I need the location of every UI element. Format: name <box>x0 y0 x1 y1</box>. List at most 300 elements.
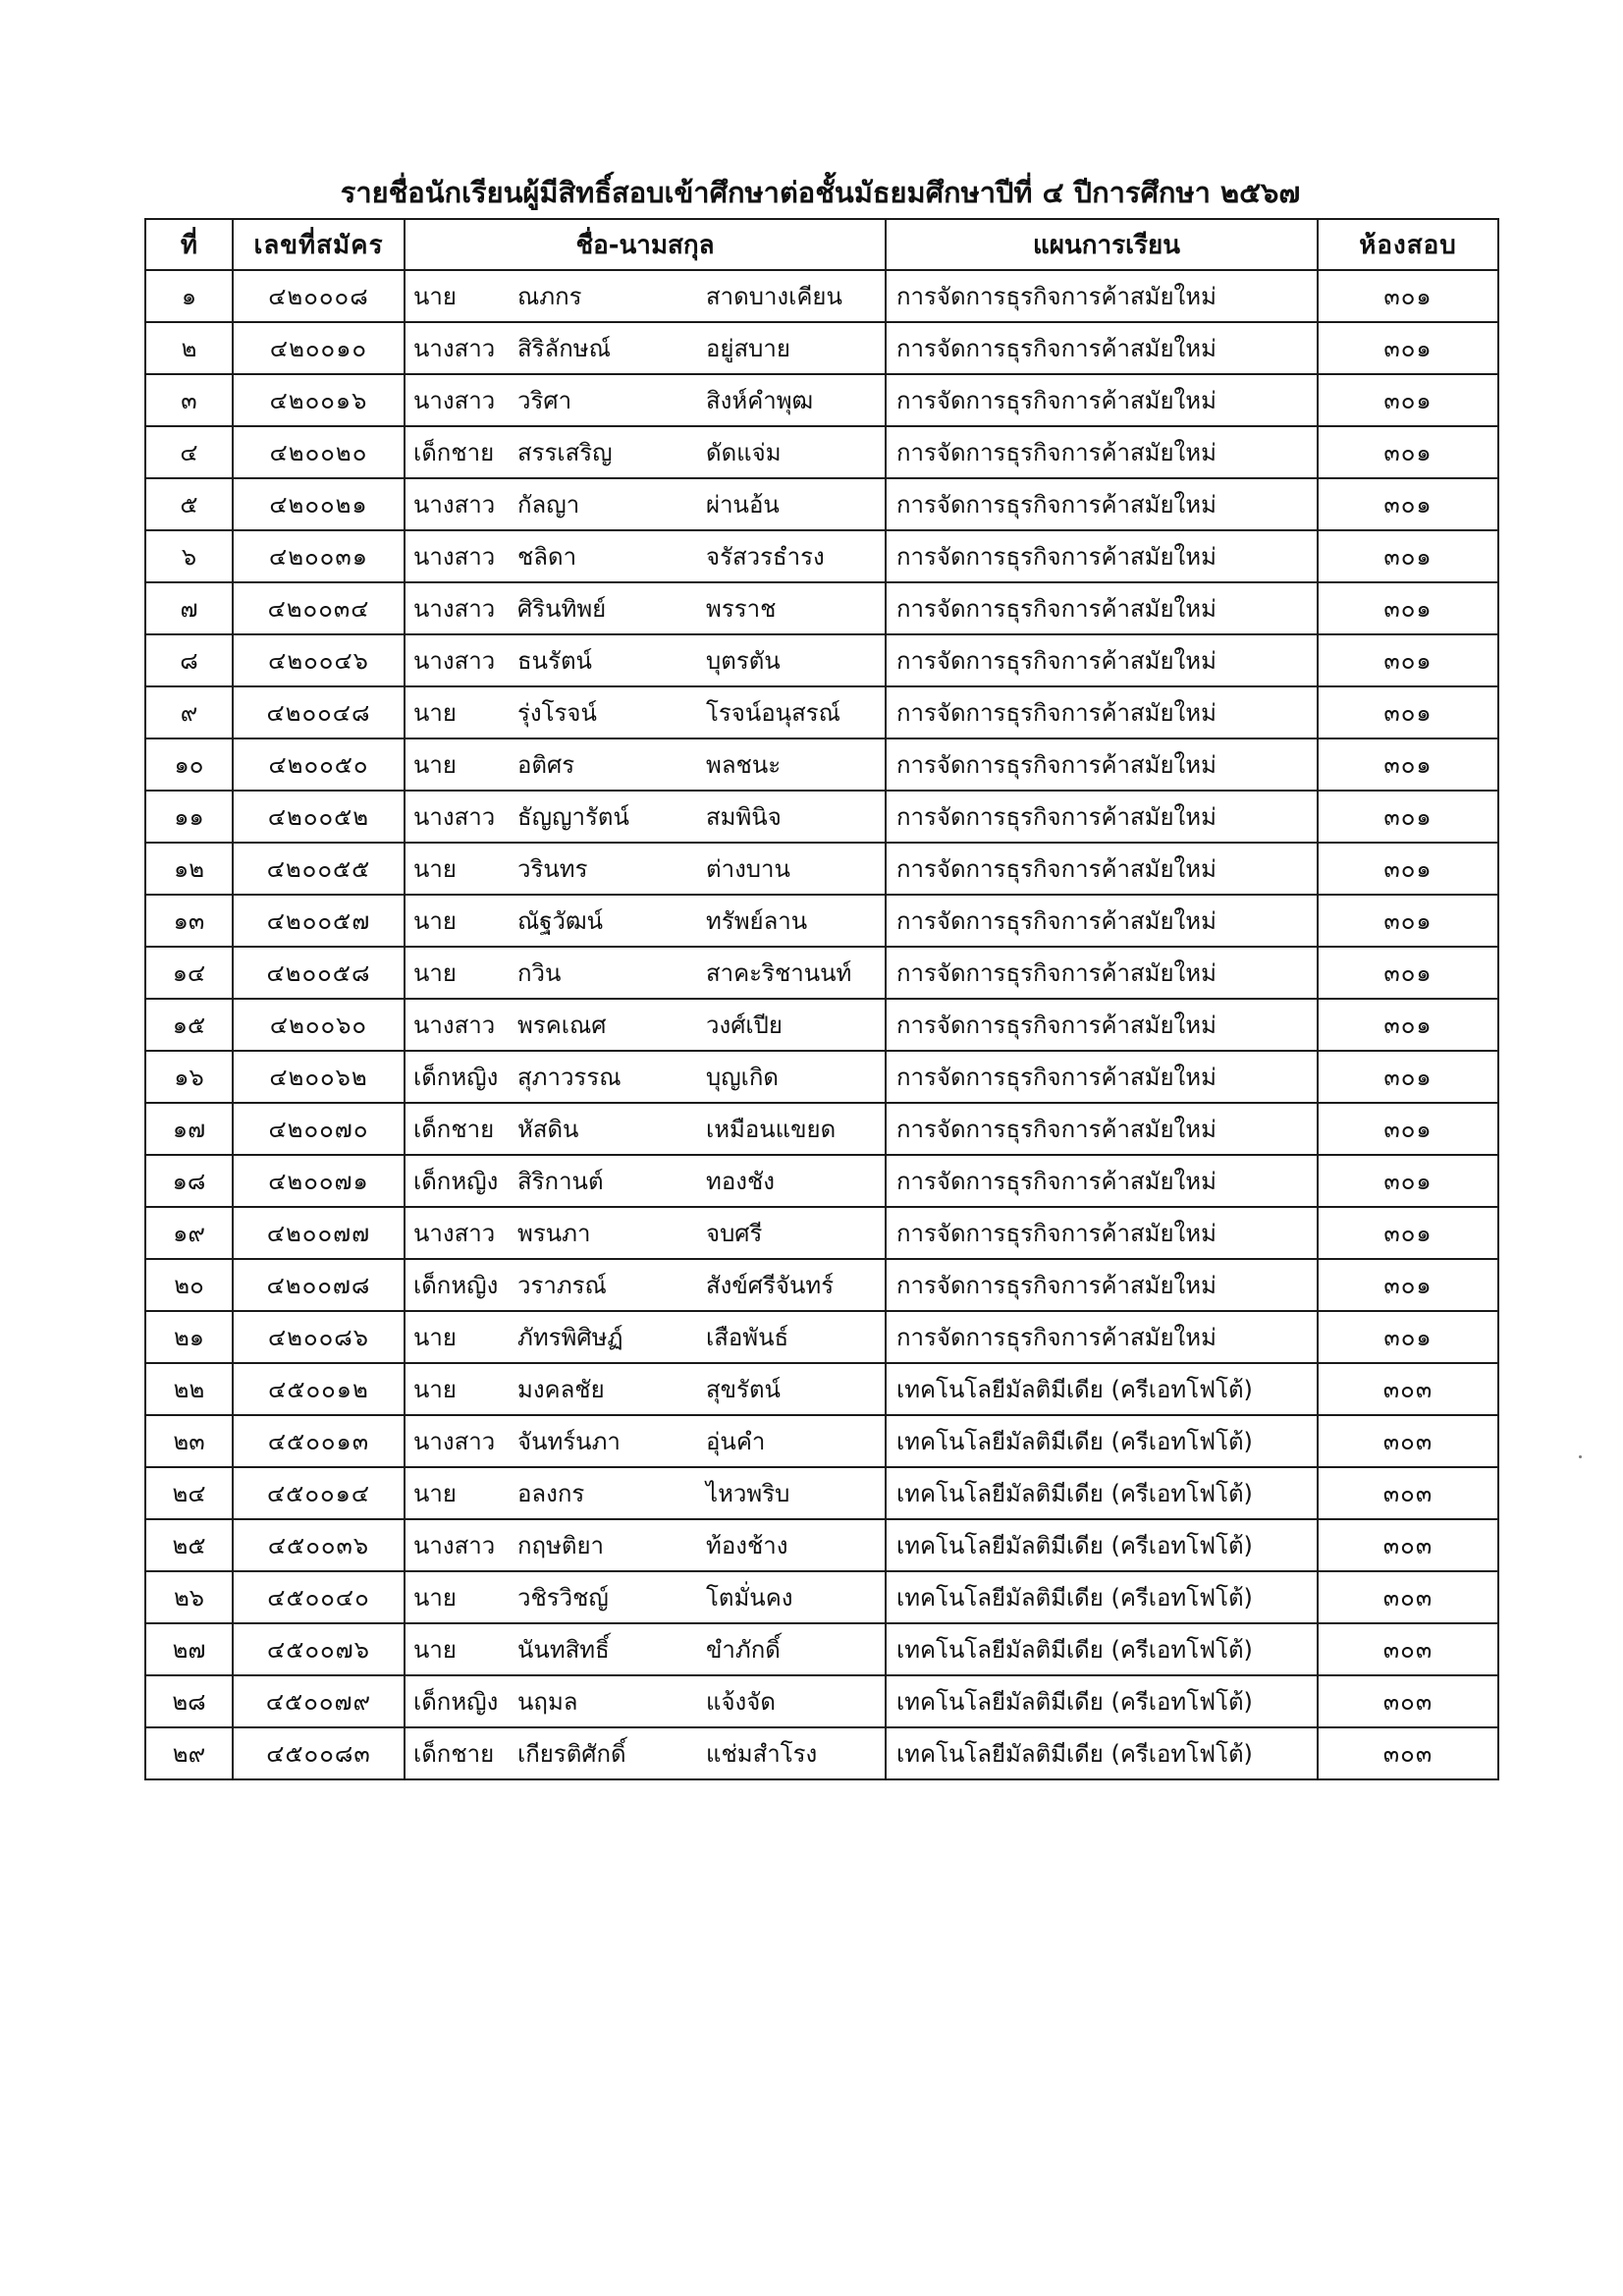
exam-room: ๓๐๑ <box>1318 1103 1498 1155</box>
header-application-no: เลขที่สมัคร <box>233 219 405 270</box>
name-prefix: นาย <box>413 959 457 987</box>
student-name-cell <box>405 270 886 322</box>
application-number: ๔๕๐๐๔๐ <box>233 1571 405 1623</box>
exam-room: ๓๐๓ <box>1318 1467 1498 1519</box>
application-number: ๔๒๐๐๗๐ <box>233 1103 405 1155</box>
student-name <box>406 1208 885 1258</box>
student-name-cell <box>405 1259 886 1311</box>
name-prefix: เด็กหญิง <box>413 1168 499 1195</box>
study-plan: เทคโนโลยีมัลติมีเดีย (ครีเอทโฟโต้) <box>886 1415 1318 1467</box>
exam-room: ๓๐๓ <box>1318 1415 1498 1467</box>
header-full-name: ชื่อ-นามสกุล <box>405 219 886 270</box>
table-row <box>145 374 1498 426</box>
table-row <box>145 1363 1498 1415</box>
last-name: แช่มสำโรง <box>706 1740 818 1768</box>
student-name-cell <box>405 1415 886 1467</box>
name-prefix: นาย <box>413 1584 457 1612</box>
table-row <box>145 791 1498 843</box>
row-number: ๑๙ <box>145 1207 233 1259</box>
name-prefix: นาย <box>413 1324 457 1351</box>
first-name: วริศา <box>517 387 572 414</box>
student-name <box>406 1260 885 1310</box>
name-prefix: เด็กชาย <box>413 1740 495 1768</box>
student-name <box>406 739 885 790</box>
table-row <box>145 426 1498 478</box>
table-row <box>145 1311 1498 1363</box>
table-row <box>145 843 1498 895</box>
name-prefix: เด็กชาย <box>413 439 495 466</box>
name-prefix: นางสาว <box>413 803 496 831</box>
first-name: ภัทรพิศิษฏ์ <box>517 1324 623 1351</box>
exam-room: ๓๐๑ <box>1318 895 1498 947</box>
last-name: โรจน์อนุสรณ์ <box>706 699 840 727</box>
student-name-cell <box>405 374 886 426</box>
student-name-cell <box>405 1519 886 1571</box>
student-name-cell <box>405 895 886 947</box>
row-number: ๒๘ <box>145 1675 233 1727</box>
table-row <box>145 1519 1498 1571</box>
first-name: อติศร <box>517 751 575 779</box>
table-row <box>145 1207 1498 1259</box>
study-plan: เทคโนโลยีมัลติมีเดีย (ครีเอทโฟโต้) <box>886 1623 1318 1675</box>
student-name <box>406 1000 885 1050</box>
student-name-cell <box>405 1311 886 1363</box>
name-prefix: เด็กหญิง <box>413 1064 499 1091</box>
application-number: ๔๒๐๐๕๗ <box>233 895 405 947</box>
exam-room: ๓๐๑ <box>1318 791 1498 843</box>
exam-room: ๓๐๓ <box>1318 1623 1498 1675</box>
application-number: ๔๕๐๐๑๔ <box>233 1467 405 1519</box>
student-name-cell <box>405 530 886 582</box>
student-name <box>406 1104 885 1154</box>
student-name-cell <box>405 999 886 1051</box>
first-name: จันทร์นภา <box>517 1428 621 1455</box>
study-plan: การจัดการธุรกิจการค้าสมัยใหม่ <box>886 791 1318 843</box>
study-plan: การจัดการธุรกิจการค้าสมัยใหม่ <box>886 478 1318 530</box>
application-number: ๔๕๐๐๓๖ <box>233 1519 405 1571</box>
study-plan: การจัดการธุรกิจการค้าสมัยใหม่ <box>886 843 1318 895</box>
last-name: วงศ์เปีย <box>706 1011 783 1039</box>
study-plan: เทคโนโลยีมัลติมีเดีย (ครีเอทโฟโต้) <box>886 1727 1318 1779</box>
application-number: ๔๒๐๐๕๘ <box>233 947 405 999</box>
student-name <box>406 1624 885 1674</box>
last-name: ขำภักดิ์ <box>706 1636 781 1664</box>
student-name <box>406 635 885 685</box>
exam-room: ๓๐๑ <box>1318 1155 1498 1207</box>
last-name: พลชนะ <box>706 751 782 779</box>
study-plan: การจัดการธุรกิจการค้าสมัยใหม่ <box>886 582 1318 634</box>
student-name-cell <box>405 686 886 738</box>
application-number: ๔๒๐๐๕๒ <box>233 791 405 843</box>
name-prefix: นาย <box>413 1376 457 1403</box>
student-name <box>406 1676 885 1726</box>
application-number: ๔๒๐๐๒๐ <box>233 426 405 478</box>
student-name-cell <box>405 791 886 843</box>
student-name-cell <box>405 478 886 530</box>
student-name <box>406 1520 885 1570</box>
last-name: ท้องช้าง <box>706 1532 788 1559</box>
name-prefix: เด็กหญิง <box>413 1272 499 1299</box>
table-row <box>145 1051 1498 1103</box>
exam-room: ๓๐๑ <box>1318 947 1498 999</box>
last-name: สิงห์คำพุฒ <box>706 387 814 414</box>
study-plan: การจัดการธุรกิจการค้าสมัยใหม่ <box>886 634 1318 686</box>
row-number: ๒๓ <box>145 1415 233 1467</box>
header-exam-room: ห้องสอบ <box>1318 219 1498 270</box>
row-number: ๑๕ <box>145 999 233 1051</box>
first-name: วชิรวิชญ์ <box>517 1584 609 1612</box>
last-name: พรราช <box>706 595 777 623</box>
name-prefix: นาย <box>413 699 457 727</box>
name-prefix: นาย <box>413 751 457 779</box>
student-name-cell <box>405 1675 886 1727</box>
study-plan: การจัดการธุรกิจการค้าสมัยใหม่ <box>886 895 1318 947</box>
table-body <box>145 270 1498 1779</box>
row-number: ๘ <box>145 634 233 686</box>
first-name: กัลญา <box>517 491 580 519</box>
last-name: ดัดแจ่ม <box>706 439 782 466</box>
name-prefix: นางสาว <box>413 543 496 571</box>
row-number: ๙ <box>145 686 233 738</box>
first-name: กฤษติยา <box>517 1532 605 1559</box>
table-row <box>145 530 1498 582</box>
table-row <box>145 1675 1498 1727</box>
study-plan: การจัดการธุรกิจการค้าสมัยใหม่ <box>886 686 1318 738</box>
study-plan: การจัดการธุรกิจการค้าสมัยใหม่ <box>886 270 1318 322</box>
student-name <box>406 896 885 946</box>
student-name <box>406 1416 885 1466</box>
exam-room: ๓๐๑ <box>1318 582 1498 634</box>
name-prefix: นางสาว <box>413 1428 496 1455</box>
name-prefix: นางสาว <box>413 387 496 414</box>
first-name: ชลิดา <box>517 543 577 571</box>
exam-room: ๓๐๓ <box>1318 1675 1498 1727</box>
last-name: ไหวพริบ <box>706 1480 790 1507</box>
row-number: ๒๑ <box>145 1311 233 1363</box>
table-row <box>145 895 1498 947</box>
exam-room: ๓๐๑ <box>1318 426 1498 478</box>
application-number: ๔๒๐๐๒๑ <box>233 478 405 530</box>
first-name: ณัฐวัฒน์ <box>517 907 604 935</box>
last-name: อยู่สบาย <box>706 335 790 362</box>
table-row <box>145 1571 1498 1623</box>
last-name: ทองชัง <box>706 1168 775 1195</box>
header-row <box>145 219 1498 270</box>
study-plan: การจัดการธุรกิจการค้าสมัยใหม่ <box>886 530 1318 582</box>
name-prefix: นางสาว <box>413 335 496 362</box>
name-prefix: นาย <box>413 1636 457 1664</box>
study-plan: การจัดการธุรกิจการค้าสมัยใหม่ <box>886 738 1318 791</box>
name-prefix: นางสาว <box>413 491 496 519</box>
row-number: ๖ <box>145 530 233 582</box>
application-number: ๔๕๐๐๗๙ <box>233 1675 405 1727</box>
table-row <box>145 1467 1498 1519</box>
student-name-cell <box>405 1571 886 1623</box>
row-number: ๒๙ <box>145 1727 233 1779</box>
student-name <box>406 1468 885 1518</box>
student-name-cell <box>405 426 886 478</box>
study-plan: การจัดการธุรกิจการค้าสมัยใหม่ <box>886 947 1318 999</box>
table-row <box>145 1623 1498 1675</box>
table-row <box>145 582 1498 634</box>
last-name: สาดบางเคียน <box>706 283 842 310</box>
application-number: ๔๒๐๐๘๖ <box>233 1311 405 1363</box>
student-name-cell <box>405 738 886 791</box>
name-prefix: นาย <box>413 283 457 310</box>
row-number: ๒๔ <box>145 1467 233 1519</box>
scan-speck <box>1579 1455 1582 1458</box>
row-number: ๕ <box>145 478 233 530</box>
last-name: เสือพันธ์ <box>706 1324 789 1351</box>
row-number: ๑๗ <box>145 1103 233 1155</box>
table-row <box>145 270 1498 322</box>
exam-room: ๓๐๑ <box>1318 270 1498 322</box>
first-name: วราภรณ์ <box>517 1272 607 1299</box>
name-prefix: นางสาว <box>413 595 496 623</box>
application-number: ๔๒๐๐๗๘ <box>233 1259 405 1311</box>
student-name <box>406 323 885 373</box>
row-number: ๑๖ <box>145 1051 233 1103</box>
table-header <box>145 219 1498 270</box>
exam-room: ๓๐๑ <box>1318 686 1498 738</box>
student-name <box>406 271 885 321</box>
student-name-cell <box>405 947 886 999</box>
student-name-cell <box>405 582 886 634</box>
student-name-cell <box>405 1051 886 1103</box>
table-row <box>145 1259 1498 1311</box>
name-prefix: นางสาว <box>413 1220 496 1247</box>
application-number: ๔๕๐๐๑๒ <box>233 1363 405 1415</box>
last-name: สมพินิจ <box>706 803 782 831</box>
student-name-cell <box>405 1363 886 1415</box>
student-name <box>406 844 885 894</box>
table-row <box>145 1103 1498 1155</box>
name-prefix: นางสาว <box>413 647 496 675</box>
study-plan: การจัดการธุรกิจการค้าสมัยใหม่ <box>886 999 1318 1051</box>
last-name: บุญเกิด <box>706 1064 780 1091</box>
study-plan: การจัดการธุรกิจการค้าสมัยใหม่ <box>886 1155 1318 1207</box>
exam-room: ๓๐๑ <box>1318 374 1498 426</box>
last-name: แจ้งจัด <box>706 1688 776 1716</box>
first-name: หัสดิน <box>517 1116 579 1143</box>
exam-room: ๓๐๓ <box>1318 1363 1498 1415</box>
first-name: สรรเสริญ <box>517 439 613 466</box>
table-row <box>145 322 1498 374</box>
last-name: จรัสวรธำรง <box>706 543 825 571</box>
name-prefix: เด็กชาย <box>413 1116 495 1143</box>
row-number: ๗ <box>145 582 233 634</box>
header-no: ที่ <box>145 219 233 270</box>
first-name: สิริลักษณ์ <box>517 335 611 362</box>
exam-room: ๓๐๑ <box>1318 999 1498 1051</box>
student-name <box>406 687 885 738</box>
student-name <box>406 1364 885 1414</box>
last-name: สาคะริชานนท์ <box>706 959 852 987</box>
last-name: อุ่นคำ <box>706 1428 766 1455</box>
last-name: จบศรี <box>706 1220 763 1247</box>
first-name: นันทสิทธิ์ <box>517 1636 610 1664</box>
first-name: สุภาวรรณ <box>517 1064 622 1091</box>
first-name: กวิน <box>517 959 562 987</box>
name-prefix: นาย <box>413 855 457 883</box>
application-number: ๔๕๐๐๘๓ <box>233 1727 405 1779</box>
last-name: ผ่านอ้น <box>706 491 780 519</box>
student-name-cell <box>405 1727 886 1779</box>
row-number: ๔ <box>145 426 233 478</box>
exam-room: ๓๐๑ <box>1318 1207 1498 1259</box>
application-number: ๔๒๐๐๔๘ <box>233 686 405 738</box>
student-name-cell <box>405 1103 886 1155</box>
study-plan: เทคโนโลยีมัลติมีเดีย (ครีเอทโฟโต้) <box>886 1571 1318 1623</box>
application-number: ๔๒๐๐๔๖ <box>233 634 405 686</box>
first-name: ธนรัตน์ <box>517 647 592 675</box>
study-plan: การจัดการธุรกิจการค้าสมัยใหม่ <box>886 1103 1318 1155</box>
application-number: ๔๒๐๐๐๘ <box>233 270 405 322</box>
exam-room: ๓๐๓ <box>1318 1727 1498 1779</box>
student-name <box>406 1052 885 1102</box>
student-name <box>406 479 885 529</box>
application-number: ๔๒๐๐๗๑ <box>233 1155 405 1207</box>
exam-room: ๓๐๓ <box>1318 1571 1498 1623</box>
row-number: ๑๐ <box>145 738 233 791</box>
student-name <box>406 1312 885 1362</box>
student-name-cell <box>405 322 886 374</box>
exam-room: ๓๐๑ <box>1318 478 1498 530</box>
name-prefix: นางสาว <box>413 1532 496 1559</box>
row-number: ๒๐ <box>145 1259 233 1311</box>
exam-room: ๓๐๑ <box>1318 322 1498 374</box>
student-name <box>406 1572 885 1622</box>
last-name: บุตรตัน <box>706 647 781 675</box>
name-prefix: นางสาว <box>413 1011 496 1039</box>
table-row <box>145 634 1498 686</box>
exam-room: ๓๐๑ <box>1318 530 1498 582</box>
application-number: ๔๒๐๐๑๐ <box>233 322 405 374</box>
last-name: ทรัพย์ลาน <box>706 907 808 935</box>
application-number: ๔๒๐๐๕๕ <box>233 843 405 895</box>
name-prefix: เด็กหญิง <box>413 1688 499 1716</box>
first-name: ธัญญารัตน์ <box>517 803 629 831</box>
table-row <box>145 686 1498 738</box>
last-name: ต่างบาน <box>706 855 790 883</box>
row-number: ๑ <box>145 270 233 322</box>
table-row <box>145 1155 1498 1207</box>
study-plan: เทคโนโลยีมัลติมีเดีย (ครีเอทโฟโต้) <box>886 1519 1318 1571</box>
first-name: นฤมล <box>517 1688 578 1716</box>
student-name-cell <box>405 843 886 895</box>
application-number: ๔๒๐๐๑๖ <box>233 374 405 426</box>
student-name <box>406 948 885 998</box>
last-name: เหมือนแขยด <box>706 1116 837 1143</box>
row-number: ๑๒ <box>145 843 233 895</box>
student-name-cell <box>405 1155 886 1207</box>
application-number: ๔๒๐๐๖๐ <box>233 999 405 1051</box>
row-number: ๒๖ <box>145 1571 233 1623</box>
first-name: ณภกร <box>517 283 582 310</box>
student-name-cell <box>405 1207 886 1259</box>
exam-room: ๓๐๑ <box>1318 1051 1498 1103</box>
study-plan: เทคโนโลยีมัลติมีเดีย (ครีเอทโฟโต้) <box>886 1467 1318 1519</box>
student-name <box>406 1156 885 1206</box>
student-name <box>406 375 885 425</box>
row-number: ๑๘ <box>145 1155 233 1207</box>
study-plan: เทคโนโลยีมัลติมีเดีย (ครีเอทโฟโต้) <box>886 1363 1318 1415</box>
row-number: ๒๗ <box>145 1623 233 1675</box>
last-name: สุขรัตน์ <box>706 1376 781 1403</box>
first-name: วรินทร <box>517 855 588 883</box>
study-plan: การจัดการธุรกิจการค้าสมัยใหม่ <box>886 374 1318 426</box>
first-name: เกียรติศักดิ์ <box>517 1740 626 1768</box>
application-number: ๔๒๐๐๕๐ <box>233 738 405 791</box>
application-number: ๔๒๐๐๓๑ <box>233 530 405 582</box>
study-plan: การจัดการธุรกิจการค้าสมัยใหม่ <box>886 1311 1318 1363</box>
first-name: มงคลชัย <box>517 1376 605 1403</box>
table-row <box>145 1415 1498 1467</box>
application-number: ๔๒๐๐๖๒ <box>233 1051 405 1103</box>
exam-room: ๓๐๑ <box>1318 738 1498 791</box>
student-name-cell <box>405 1467 886 1519</box>
last-name: โตมั่นคง <box>706 1584 793 1612</box>
exam-room: ๓๐๑ <box>1318 843 1498 895</box>
exam-room: ๓๐๓ <box>1318 1519 1498 1571</box>
student-roster-table <box>144 218 1499 1780</box>
application-number: ๔๒๐๐๓๔ <box>233 582 405 634</box>
name-prefix: นาย <box>413 1480 457 1507</box>
student-name <box>406 427 885 477</box>
header-study-plan: แผนการเรียน <box>886 219 1318 270</box>
row-number: ๑๓ <box>145 895 233 947</box>
first-name: สิริกานต์ <box>517 1168 604 1195</box>
row-number: ๒ <box>145 322 233 374</box>
student-name <box>406 583 885 633</box>
study-plan: การจัดการธุรกิจการค้าสมัยใหม่ <box>886 322 1318 374</box>
study-plan: การจัดการธุรกิจการค้าสมัยใหม่ <box>886 1051 1318 1103</box>
row-number: ๒๕ <box>145 1519 233 1571</box>
row-number: ๓ <box>145 374 233 426</box>
application-number: ๔๕๐๐๑๓ <box>233 1415 405 1467</box>
exam-room: ๓๐๑ <box>1318 1311 1498 1363</box>
study-plan: การจัดการธุรกิจการค้าสมัยใหม่ <box>886 1207 1318 1259</box>
first-name: รุ่งโรจน์ <box>517 699 597 727</box>
first-name: อลงกร <box>517 1480 585 1507</box>
student-name <box>406 1728 885 1778</box>
document-title: รายชื่อนักเรียนผู้มีสิทธิ์สอบเข้าศึกษาต่อชั้นมัธยมศึกษาปีที่ ๔ ปีการศึกษา ๒๕๖๗ <box>340 176 1301 209</box>
table-row <box>145 1727 1498 1779</box>
table-row <box>145 947 1498 999</box>
study-plan: การจัดการธุรกิจการค้าสมัยใหม่ <box>886 426 1318 478</box>
table-row <box>145 738 1498 791</box>
name-prefix: นาย <box>413 907 457 935</box>
study-plan: เทคโนโลยีมัลติมีเดีย (ครีเอทโฟโต้) <box>886 1675 1318 1727</box>
table-row <box>145 999 1498 1051</box>
first-name: พรนภา <box>517 1220 591 1247</box>
exam-room: ๓๐๑ <box>1318 1259 1498 1311</box>
exam-room: ๓๐๑ <box>1318 634 1498 686</box>
student-name-cell <box>405 1623 886 1675</box>
first-name: พรคเณศ <box>517 1011 607 1039</box>
student-name <box>406 531 885 581</box>
application-number: ๔๒๐๐๗๗ <box>233 1207 405 1259</box>
row-number: ๑๔ <box>145 947 233 999</box>
student-name-cell <box>405 634 886 686</box>
study-plan: การจัดการธุรกิจการค้าสมัยใหม่ <box>886 1259 1318 1311</box>
application-number: ๔๕๐๐๗๖ <box>233 1623 405 1675</box>
student-name <box>406 792 885 842</box>
row-number: ๒๒ <box>145 1363 233 1415</box>
first-name: ศิรินทิพย์ <box>517 595 607 623</box>
last-name: สังข์ศรีจันทร์ <box>706 1272 835 1299</box>
row-number: ๑๑ <box>145 791 233 843</box>
